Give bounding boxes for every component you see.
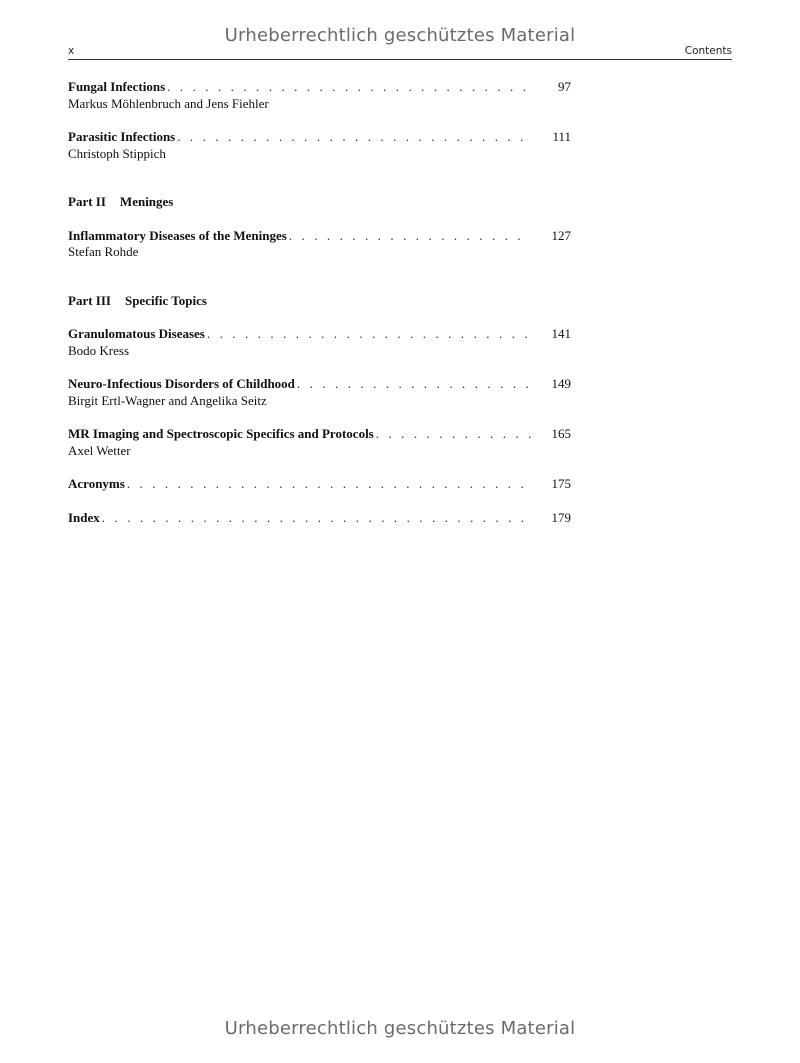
dot-leader — [102, 510, 531, 527]
page-number-roman: x — [68, 45, 75, 57]
toc-entry-title[interactable]: Granulomatous Diseases — [68, 326, 205, 341]
toc-entry-index[interactable] — [68, 510, 571, 527]
toc-entry-acronyms[interactable] — [68, 476, 571, 493]
watermark-bottom: Urheberrechtlich geschütztes Material — [224, 1018, 576, 1039]
dot-leader — [297, 376, 531, 393]
toc-entry-title[interactable]: Index — [68, 509, 100, 525]
toc-entry-page[interactable]: 165 — [551, 426, 571, 441]
toc-entry-page[interactable]: 127 — [551, 227, 571, 243]
toc-entry-granulomatous-diseases[interactable] — [68, 326, 571, 359]
dot-leader — [177, 129, 531, 146]
dot-leader — [127, 476, 531, 493]
dot-leader — [207, 326, 531, 343]
part-label: Part II — [68, 194, 106, 209]
running-head-section: Contents — [684, 45, 732, 57]
table-of-contents — [68, 79, 571, 543]
toc-entry-authors: Axel Wetter — [68, 442, 131, 458]
dot-leader — [289, 228, 531, 245]
toc-entry-page[interactable]: 175 — [551, 476, 571, 491]
toc-entry-page[interactable]: 97 — [558, 79, 571, 94]
toc-entry-authors: Bodo Kress — [68, 342, 130, 358]
toc-entry-inflammatory-diseases-meninges[interactable] — [68, 228, 571, 261]
toc-entry-title[interactable]: MR Imaging and Spectroscopic Specifics and Protocols — [68, 426, 374, 441]
toc-entry-mr-imaging-protocols[interactable] — [68, 426, 571, 459]
toc-entry-fungal-infections[interactable] — [68, 79, 571, 112]
toc-entry-authors: Markus Möhlenbruch and Jens Fiehler — [68, 95, 269, 111]
part-heading-meninges — [68, 194, 571, 211]
toc-entry-title[interactable]: Acronyms — [68, 476, 125, 491]
toc-entry-page[interactable]: 111 — [552, 129, 571, 144]
toc-entry-authors: Stefan Rohde — [68, 244, 139, 259]
part-title: Specific Topics — [124, 292, 207, 308]
part-title: Meninges — [119, 194, 174, 209]
watermark-top: Urheberrechtlich geschütztes Material — [224, 25, 576, 46]
toc-entry-title[interactable]: Fungal Infections — [68, 79, 166, 94]
toc-entry-page[interactable]: 149 — [551, 376, 571, 391]
toc-entry-page[interactable]: 141 — [551, 326, 571, 341]
dot-leader — [376, 426, 531, 443]
toc-entry-page[interactable]: 179 — [551, 509, 571, 525]
part-label: Part III — [68, 292, 111, 308]
toc-entry-authors: Birgit Ertl-Wagner and Angelika Seitz — [68, 392, 267, 408]
toc-entry-title[interactable]: Parasitic Infections — [68, 129, 176, 144]
toc-entry-authors: Christoph Stippich — [68, 145, 166, 161]
dot-leader — [167, 79, 531, 96]
toc-entry-neuro-infectious-disorders[interactable] — [68, 376, 571, 409]
toc-entry-parasitic-infections[interactable] — [68, 129, 571, 162]
running-head — [68, 45, 732, 60]
toc-entry-title[interactable]: Neuro-Infectious Disorders of Childhood — [68, 376, 295, 391]
part-heading-specific-topics — [68, 293, 571, 310]
toc-entry-title[interactable]: Inflammatory Diseases of the Meninges — [68, 227, 287, 243]
